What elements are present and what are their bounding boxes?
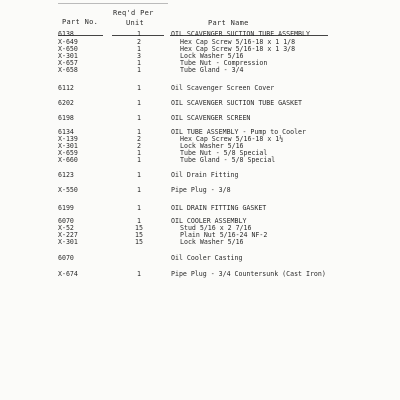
- part-name: Hex Cap Screw 5/16-18 x 1 3/8: [180, 45, 296, 53]
- table-row: [0, 204, 400, 213]
- part-number: X-659: [58, 149, 78, 157]
- part-number: 6198: [58, 114, 74, 122]
- unit-header: Unit: [126, 19, 145, 27]
- quantity: 15: [135, 231, 143, 239]
- part-number: X-649: [58, 38, 78, 46]
- part-name: Tube Gland - 5/8 Special: [180, 156, 276, 164]
- part-number: 6199: [58, 204, 74, 212]
- part-name: OIL DRAIN FITTING GASKET: [171, 204, 267, 212]
- part-number: X-660: [58, 156, 78, 164]
- part-number: 6070: [58, 254, 74, 262]
- part-number: 6123: [58, 171, 74, 179]
- quantity: 2: [137, 135, 141, 143]
- part-number: X-657: [58, 59, 78, 67]
- quantity: 1: [137, 204, 141, 212]
- quantity: 1: [137, 186, 141, 194]
- cropped-header-text: [58, 0, 168, 4]
- part-no-header: Part No.: [62, 18, 99, 26]
- part-name: OIL COOLER ASSEMBLY: [171, 217, 247, 225]
- part-number: 6070: [58, 217, 74, 225]
- part-name: Oil Scavenger Screen Cover: [171, 84, 275, 92]
- quantity: 15: [135, 224, 143, 232]
- part-name: OIL SCAVENGER SUCTION TUBE GASKET: [171, 99, 303, 107]
- part-name: Oil Cooler Casting: [171, 254, 243, 262]
- quantity: 1: [137, 217, 141, 225]
- part-name: Lock Washer 5/16: [180, 52, 244, 60]
- part-number: X-227: [58, 231, 78, 239]
- table-row: [0, 270, 400, 279]
- part-number: 6134: [58, 128, 74, 136]
- req-per-header: Req'd Per: [113, 9, 154, 17]
- part-name: Oil Drain Fitting: [171, 171, 239, 179]
- part-name: Hex Cap Screw 5/16-18 x 1½: [180, 135, 284, 143]
- table-row: [0, 238, 400, 247]
- quantity: 1: [137, 171, 141, 179]
- part-name: Lock Washer 5/16: [180, 238, 244, 246]
- part-name: OIL SCAVENGER SCREEN: [171, 114, 251, 122]
- quantity: 1: [137, 128, 141, 136]
- quantity: 1: [137, 45, 141, 53]
- quantity: 1: [137, 270, 141, 278]
- quantity: 1: [137, 149, 141, 157]
- quantity: 1: [137, 99, 141, 107]
- part-number: 6138: [58, 30, 74, 38]
- table-row: [0, 254, 400, 263]
- quantity: 2: [137, 38, 141, 46]
- part-name: Tube Gland - 3/4: [180, 66, 244, 74]
- part-name: Pipe Plug - 3/8: [171, 186, 231, 194]
- part-name: Plain Nut 5/16-24 NF-2: [180, 231, 268, 239]
- table-row: [0, 186, 400, 195]
- quantity: 1: [137, 66, 141, 74]
- part-name-header: Part Name: [208, 19, 249, 27]
- part-name: Tube Nut - Compression: [180, 59, 268, 67]
- part-name: Tube Nut - 5/8 Special: [180, 149, 268, 157]
- part-number: X-52: [58, 224, 74, 232]
- part-number: X-550: [58, 186, 78, 194]
- table-row: [0, 66, 400, 75]
- part-number: 6202: [58, 99, 74, 107]
- table-row: [0, 84, 400, 93]
- part-name: Stud 5/16 x 2 7/16: [180, 224, 252, 232]
- quantity: 2: [137, 142, 141, 150]
- part-number: X-301: [58, 52, 78, 60]
- quantity: 1: [137, 114, 141, 122]
- quantity: 15: [135, 238, 143, 246]
- quantity: 1: [137, 59, 141, 67]
- part-number: X-301: [58, 238, 78, 246]
- part-name: OIL SCAVENGER SUCTION TUBE ASSEMBLY: [171, 30, 310, 38]
- part-name: OIL TUBE ASSEMBLY - Pump to Cooler: [171, 128, 306, 136]
- quantity: 1: [137, 84, 141, 92]
- part-number: X-301: [58, 142, 78, 150]
- part-number: 6112: [58, 84, 74, 92]
- table-row: [0, 114, 400, 123]
- part-name: Pipe Plug - 3/4 Countersunk (Cast Iron): [171, 270, 326, 278]
- part-name: Lock Washer 5/16: [180, 142, 244, 150]
- table-row: [0, 171, 400, 180]
- part-number: X-650: [58, 45, 78, 53]
- part-number: X-658: [58, 66, 78, 74]
- quantity: 3: [137, 52, 141, 60]
- table-row: [0, 156, 400, 165]
- part-name: Hex Cap Screw 5/16-18 x 1 1/8: [180, 38, 296, 46]
- part-number: X-674: [58, 270, 78, 278]
- quantity: 1: [137, 30, 141, 38]
- table-row: [0, 99, 400, 108]
- quantity: 1: [137, 156, 141, 164]
- part-number: X-139: [58, 135, 78, 143]
